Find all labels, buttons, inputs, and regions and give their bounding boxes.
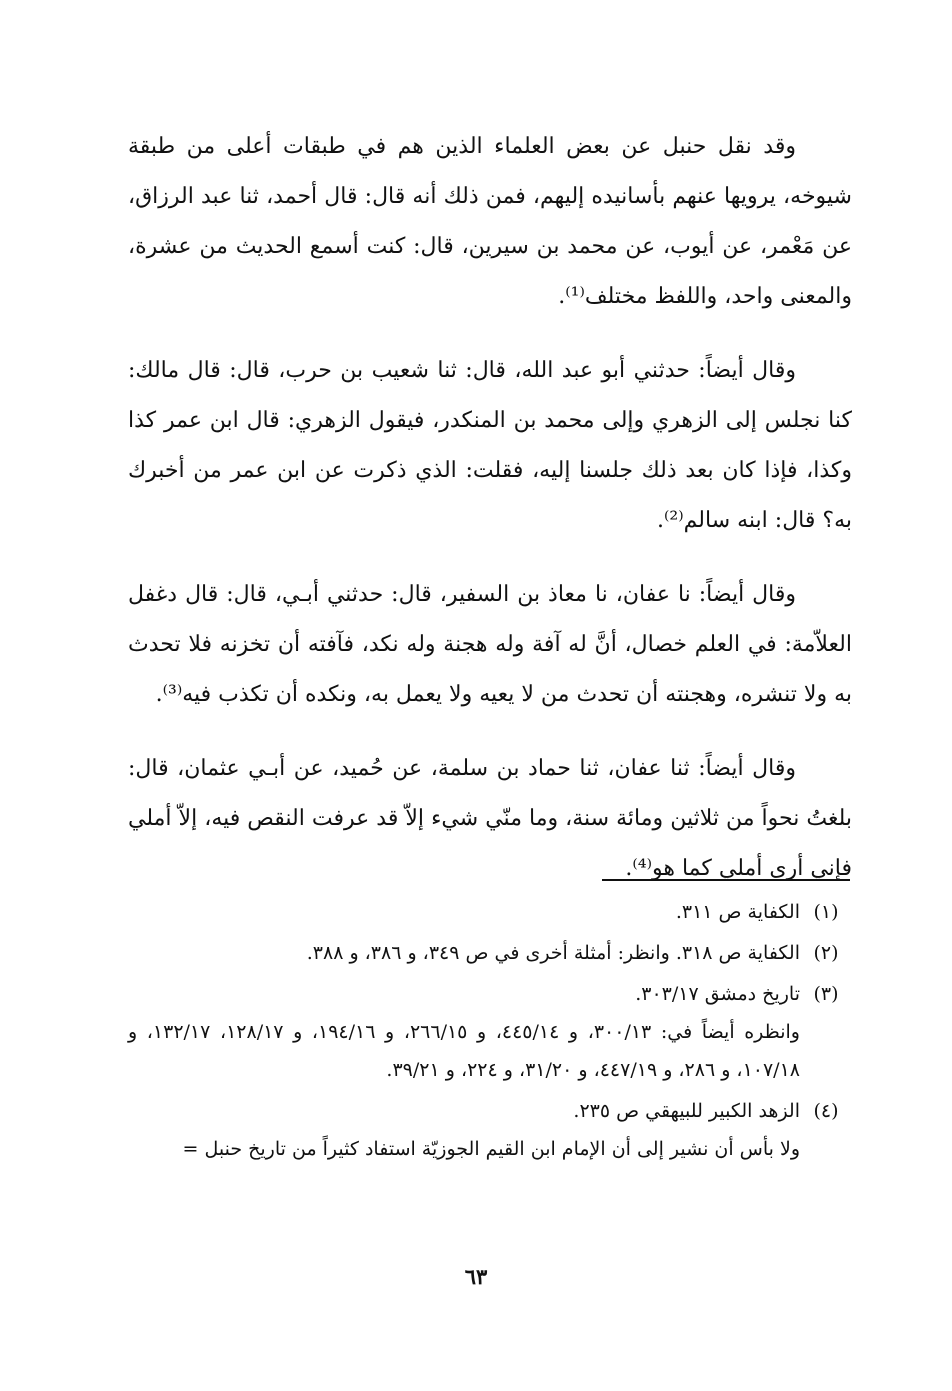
- paragraph-3: وقال أيضاً: نا عفان، نا معاذ بن السفير، قال: حدثني أبـي، قال: قال دغفل العلاّمة: في العلم خصال، أنَّ له آفة وله هجنة وله نكد، فآفته أن تخزنه فلا تحدث به ولا تنشره، وهجنته أن تحدث من لا يعيه ولا يعمل به، ونكده أن تكذب فيه⁽³⁾.: [128, 582, 852, 707]
- paragraph-2: وقال أيضاً: حدثني أبو عبد الله، قال: ثنا شعيب بن حرب، قال: قال مالك: كنا نجلس إلى الزهري وإلى محمد بن المنكدر، فيقول الزهري: قال ابن عمر كذا وكذا، فإذا كان بعد ذلك جلسنا إليه، فقلت: الذي ذكرت عن ابن عمر من أخبرك به؟ قال: ابنه سالم⁽²⁾.: [128, 358, 852, 533]
- footnote-text: وانظره أيضاً في: ٣٠٠/١٣، و ٤٤٥/١٤، و ٢٦٦/١٥، و ١٩٤/١٦، و ١٢٨/١٧، ١٣٢/١٧، و ١٠٧/١٨، و ٢٨٦، و ٤٤٧/١٩، و ٣١/٢٠، و ٢٢٤، و ٣٩/٢١.: [128, 1021, 800, 1081]
- footnote-number: (٢): [813, 942, 839, 964]
- main-text: [128, 122, 852, 918]
- footnote-3: [128, 975, 852, 1089]
- page-number: ٦٣: [464, 1264, 488, 1289]
- footnote-separator: [602, 879, 850, 881]
- footnote-number: (٤): [813, 1100, 839, 1122]
- footnote-2: [128, 934, 852, 972]
- footnote-1: [128, 893, 852, 931]
- footnote-number: (٣): [813, 983, 839, 1005]
- footnote-4: [128, 1092, 852, 1168]
- footnote-number: (١): [813, 901, 839, 923]
- footnote-text: الكفاية ص ٣١١.: [675, 901, 800, 923]
- footnote-text: تاريخ دمشق ٣٠٣/١٧.: [635, 983, 800, 1005]
- footnote-text: ولا بأس أن نشير إلى أن الإمام ابن القيم الجوزيّة استفاد كثيراً من تاريخ حنبل =: [182, 1138, 800, 1160]
- footnote-text: الزهد الكبير للبيهقي ص ٢٣٥.: [573, 1100, 800, 1122]
- paragraph-1: وقد نقل حنبل عن بعض العلماء الذين هم في طبقات أعلى من طبقة شيوخه، يرويها عنهم بأسانيده إليهم، فمن ذلك أنه قال: قال أحمد، ثنا عبد الرزاق، عن مَعْمر، عن أيوب، عن محمد بن سيرين، قال: كنت أسمع الحديث من عشرة، والمعنى واحد، واللفظ مختلف⁽¹⁾.: [128, 134, 852, 309]
- footnotes: [128, 893, 852, 1171]
- paragraph-4: وقال أيضاً: ثنا عفان، ثنا حماد بن سلمة، عن حُميد، عن أبـي عثمان، قال: بلغتُ نحواً من ثلاثين ومائة سنة، وما منّي شيء إلاّ قد عرفت النقص فيه، إلاّ أملي فإني أرى أملي كما هو⁽⁴⁾.: [128, 756, 852, 881]
- footnote-text: الكفاية ص ٣١٨. وانظر: أمثلة أخرى في ص ٣٤٩، و ٣٨٦، و ٣٨٨.: [306, 942, 800, 964]
